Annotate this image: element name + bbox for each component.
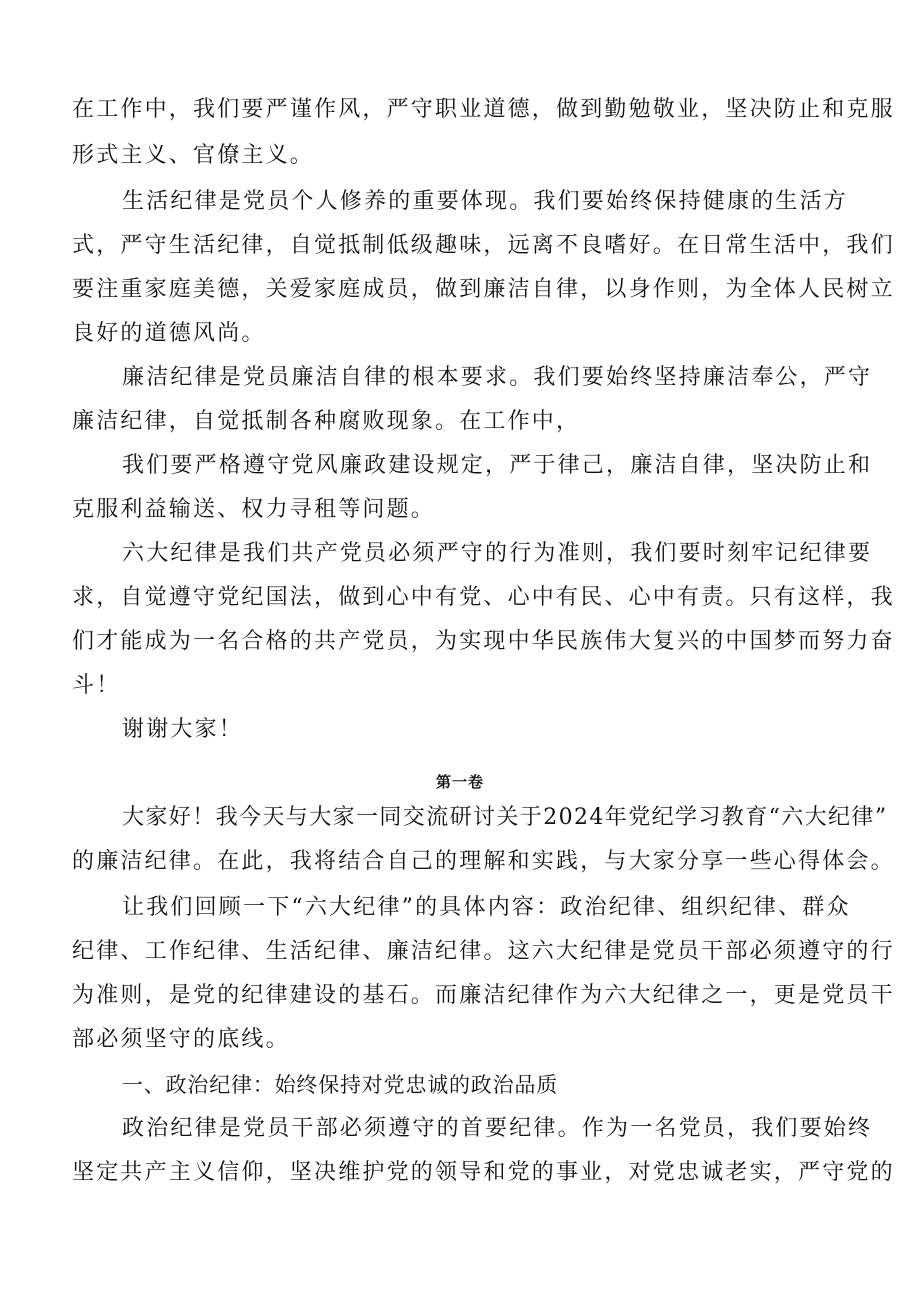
- paragraph-line: 式，严守生活纪律，自觉抵制低级趣味，远离不良嗜好。在日常生活中，我们: [72, 233, 895, 258]
- paragraph-line: 求，自觉遵守党纪国法，做到心中有党、心中有民、心中有责。只有这样，我: [72, 585, 895, 610]
- paragraph-line: 六大纪律是我们共产党员必须严守的行为准则，我们要时刻牢记纪律要: [122, 541, 873, 566]
- paragraph-line: 生活纪律是党员个人修养的重要体现。我们要始终保持健康的生活方: [122, 189, 849, 214]
- paragraph-line: 的廉洁纪律。在此，我将结合自己的理解和实践，与大家分享一些心得体会。: [72, 849, 895, 874]
- paragraph-line: 纪律、工作纪律、生活纪律、廉洁纪律。这六大纪律是党员干部必须遵守的行: [72, 939, 895, 964]
- paragraph-line: 良好的道德风尚。: [72, 321, 266, 346]
- paragraph-line: 要注重家庭美德，关爱家庭成员，做到廉洁自律，以身作则，为全体人民树立: [72, 277, 895, 302]
- paragraph-line: 政治纪律是党员干部必须遵守的首要纪律。作为一名党员，我们要始终: [122, 1116, 873, 1141]
- paragraph-line: 坚定共产主义信仰，坚决维护党的领导和党的事业，对党忠诚老实，严守党的: [72, 1160, 895, 1185]
- paragraph-line: 形式主义、官僚主义。: [72, 143, 315, 168]
- paragraph-line: 们才能成为一名合格的共产党员，为实现中华民族伟大复兴的中国梦而努力奋: [72, 629, 895, 654]
- paragraph-line: 大家好！我今天与大家一同交流研讨关于2024年党纪学习教育“六大纪律”: [122, 805, 888, 830]
- paragraph-line: 为准则，是党的纪律建设的基石。而廉洁纪律作为六大纪律之一，更是党员干: [72, 983, 895, 1008]
- paragraph-line: 廉洁纪律，自觉抵制各种腐败现象。在工作中，: [72, 409, 581, 434]
- paragraph-line: 我们要严格遵守党风廉政建设规定，严于律己，廉洁自律，坚决防止和: [122, 453, 873, 478]
- paragraph-line: 廉洁纪律是党员廉洁自律的根本要求。我们要始终坚持廉洁奉公，严守: [122, 365, 873, 390]
- paragraph-line: 部必须坚守的底线。: [72, 1027, 290, 1052]
- section-heading: 一、政治纪律：始终保持对党忠诚的政治品质: [122, 1073, 558, 1097]
- section-title: 第一卷: [435, 773, 484, 791]
- paragraph-line: 让我们回顾一下“六大纪律”的具体内容：政治纪律、组织纪律、群众: [122, 895, 851, 920]
- paragraph-line: 斗！: [72, 673, 121, 698]
- paragraph-line: 谢谢大家！: [122, 717, 244, 742]
- paragraph-line: 克服利益输送、权力寻租等问题。: [72, 497, 436, 522]
- paragraph-line: 在工作中，我们要严谨作风，严守职业道德，做到勤勉敬业，坚决防止和克服: [72, 97, 895, 122]
